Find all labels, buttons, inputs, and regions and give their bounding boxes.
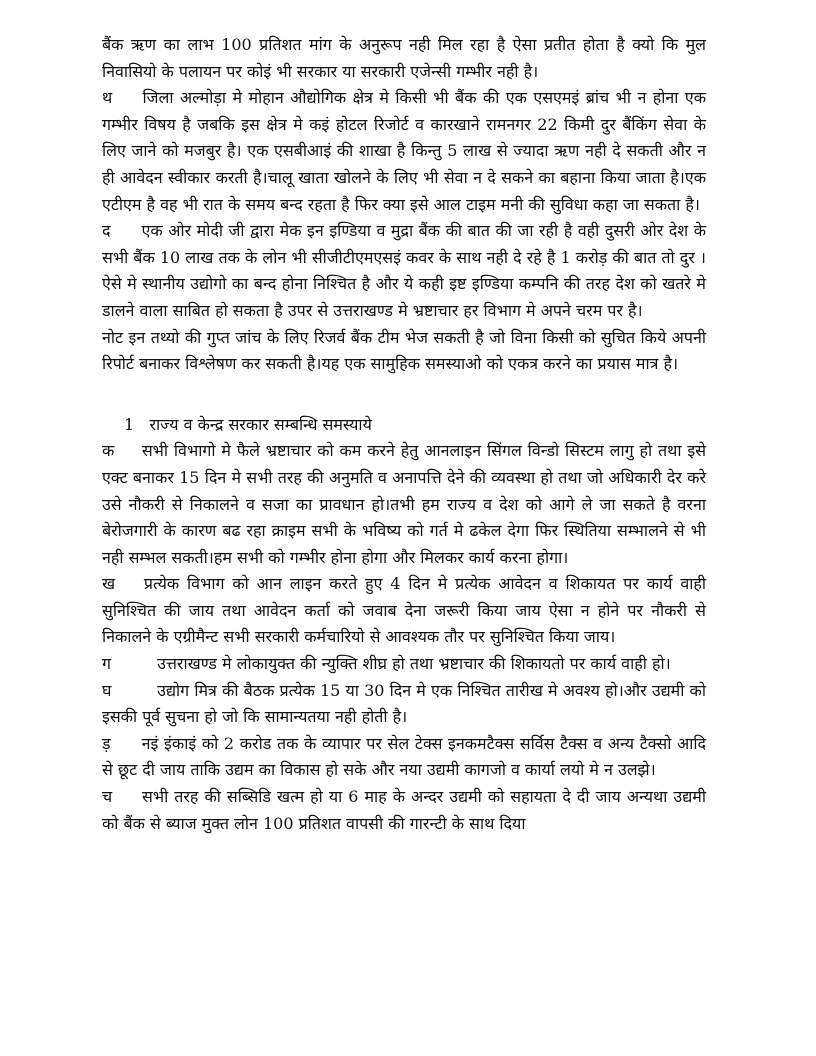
paragraph-marker: थ (102, 88, 113, 108)
paragraph-text: नइं इंकाइं को 2 करोड तक के व्यापार पर सेल टेक्स इनकमटैक्स सर्विस टैक्स व अन्य टैक्सो आदि से छूट दी जाय ताकि उद्यम का विकास हो सके और नया उद्यमी कागजो व कार्या लयो मे न उलझे। (102, 733, 706, 780)
paragraph-nga (102, 731, 706, 784)
section-title: राज्य व केन्द्र सरकार सम्बन्धि समस्याये (149, 414, 372, 434)
paragraph-da (102, 218, 706, 324)
paragraph-text: उद्योग मित्र की बैठक प्रत्येक 15 या 30 दिन मे एक निश्चित तारीख मे अवश्य हो।और उद्यमी को इसकी पूर्व सुचना हो जो कि सामान्यतया नही होती है। (102, 680, 706, 727)
paragraph-cha (102, 784, 706, 837)
paragraph-text: सभी तरह की सब्सिडि खत्म हो या 6 माह के अन्दर उद्यमी को सहायता दे दी जाय अन्यथा उद्यमी को बैंक से ब्याज मुक्त लोन 100 प्रतिशत वापसी की गारन्टी के साथ दिया (102, 787, 706, 833)
paragraph-text: बैंक ऋण का लाभ 100 प्रतिशत मांग के अनुरूप नही मिल रहा है ऐसा प्रतीत होता है क्यो कि मुल निवासियो के पलायन पर कोइं भी सरकार या सरकारी एजेन्सी गम्भीर नही है। (102, 35, 706, 81)
paragraph-text: उत्तराखण्ड मे लोकायुक्त की न्युक्ति शीघ्र हो तथा भ्रष्टाचार की शिकायतो पर कार्य वाही हो। (157, 654, 671, 674)
paragraph-text: प्रत्येक विभाग को आन लाइन करते हुए 4 दिन मे प्रत्येक आवेदन व शिकायत पर कार्य वाही सुनिश्चित की जाय तथा आवेदन कर्ता को जवाब देना जरूरी किया जाय ऐसा न होने पर नौकरी से निकालने के एग्रीमैन्ट सभी सरकारी कर्मचारियो से आवश्यक तौर पर सुनिश्चित किया जाय। (102, 574, 706, 647)
paragraph-ka (102, 438, 706, 571)
section-number: 1 (124, 414, 135, 434)
paragraph-marker: ख (102, 574, 116, 594)
paragraph-marker: ड़ (102, 733, 111, 753)
paragraph-kha (102, 571, 706, 651)
paragraph-text: सभी विभागो मे फैले भ्रष्टाचार को कम करने हेतु आनलाइन सिंगल विन्डो सिस्टम लागु हो तथा इसे एक्ट बनाकर 15 दिन मे सभी तरह की अनुमति व अनापत्ति देने की व्यवस्था हो तथा जो अधिकारी देर करे उसे नौकरी से निकालने व सजा का प्रावधान हो।तभी हम राज्य व देश को आगे ले जा सकते है वरना बेरोजगारी के कारण बढ रहा क्राइम सभी के भविष्य को गर्त मे ढकेल देगा फिर स्थितिया सम्भालने से भी नही सम्भल सकती।हम सभी को गम्भीर होना होगा और मिलकर कार्य करना होगा। (102, 441, 707, 567)
section-spacer (102, 378, 706, 412)
paragraph-text: जिला अल्मोड़ा मे मोहान औद्योगिक क्षेत्र मे किसी भी बैंक की एक एसएमइं ब्रांच भी न होना एक गम्भीर विषय है जबकि इस क्षेत्र मे कइं होटल रिजोर्ट व कारखाने रामनगर 22 किमी दुर बैंकिंग सेवा के लिए जाने को मजबुर है। एक एसबीआइं की शाखा है किन्तु 5 लाख से ज्यादा ऋण नही दे सकती और न ही आवेदन स्वीकार करती है।चालू खाता खोलने के लिए भी सेवा न दे सकने का बहाना किया जाता है।एक एटीएम है वह भी रात के समय बन्द रहता है फिर क्या इसे आल टाइम मनी की सुविधा कहा जा सकता है। (102, 88, 707, 214)
document-page (102, 32, 706, 837)
paragraph-marker: ग (102, 654, 112, 674)
paragraph-marker: च (102, 787, 113, 807)
paragraph-text: एक ओर मोदी जी द्वारा मेक इन इण्डिया व मुद्रा बैंक की बात की जा रही है वही दुसरी ओर देश के सभी बैंक 10 लाख तक के लोन भी सीजीटीएमएसइं कवर के साथ नही दे रहे है 1 करोड़ की बात तो दुर । ऐसे मे स्थानीय उद्योगो का बन्द होना निश्चित है और ये कही इष्ट इण्डिया कम्पनि की तरह देश को खतरे मे डालने वाला साबित हो सकता है उपर से उत्तराखण्ड मे भ्रष्टाचार हर विभाग मे अपने चरम पर है। (102, 221, 707, 320)
paragraph-text: इन तथ्यो की गुप्त जांच के लिए रिजर्व बैंक टीम भेज सकती है जो विना किसी को सुचित किये अपनी रिपोर्ट बनाकर विश्लेषण कर सकती है।यह एक सामुहिक समस्याओ को एकत्र करने का प्रयास मात्र है। (102, 327, 706, 374)
paragraph-tha (102, 85, 706, 218)
paragraph-note (102, 325, 706, 378)
paragraph-marker: क (102, 441, 115, 461)
paragraph-ga (102, 651, 706, 678)
paragraph-bank-loan (102, 32, 706, 85)
paragraph-marker: घ (102, 680, 112, 700)
paragraph-marker: द (102, 221, 111, 241)
paragraph-marker: नोट (102, 327, 124, 347)
paragraph-gha (102, 678, 706, 731)
section-heading (124, 412, 706, 439)
